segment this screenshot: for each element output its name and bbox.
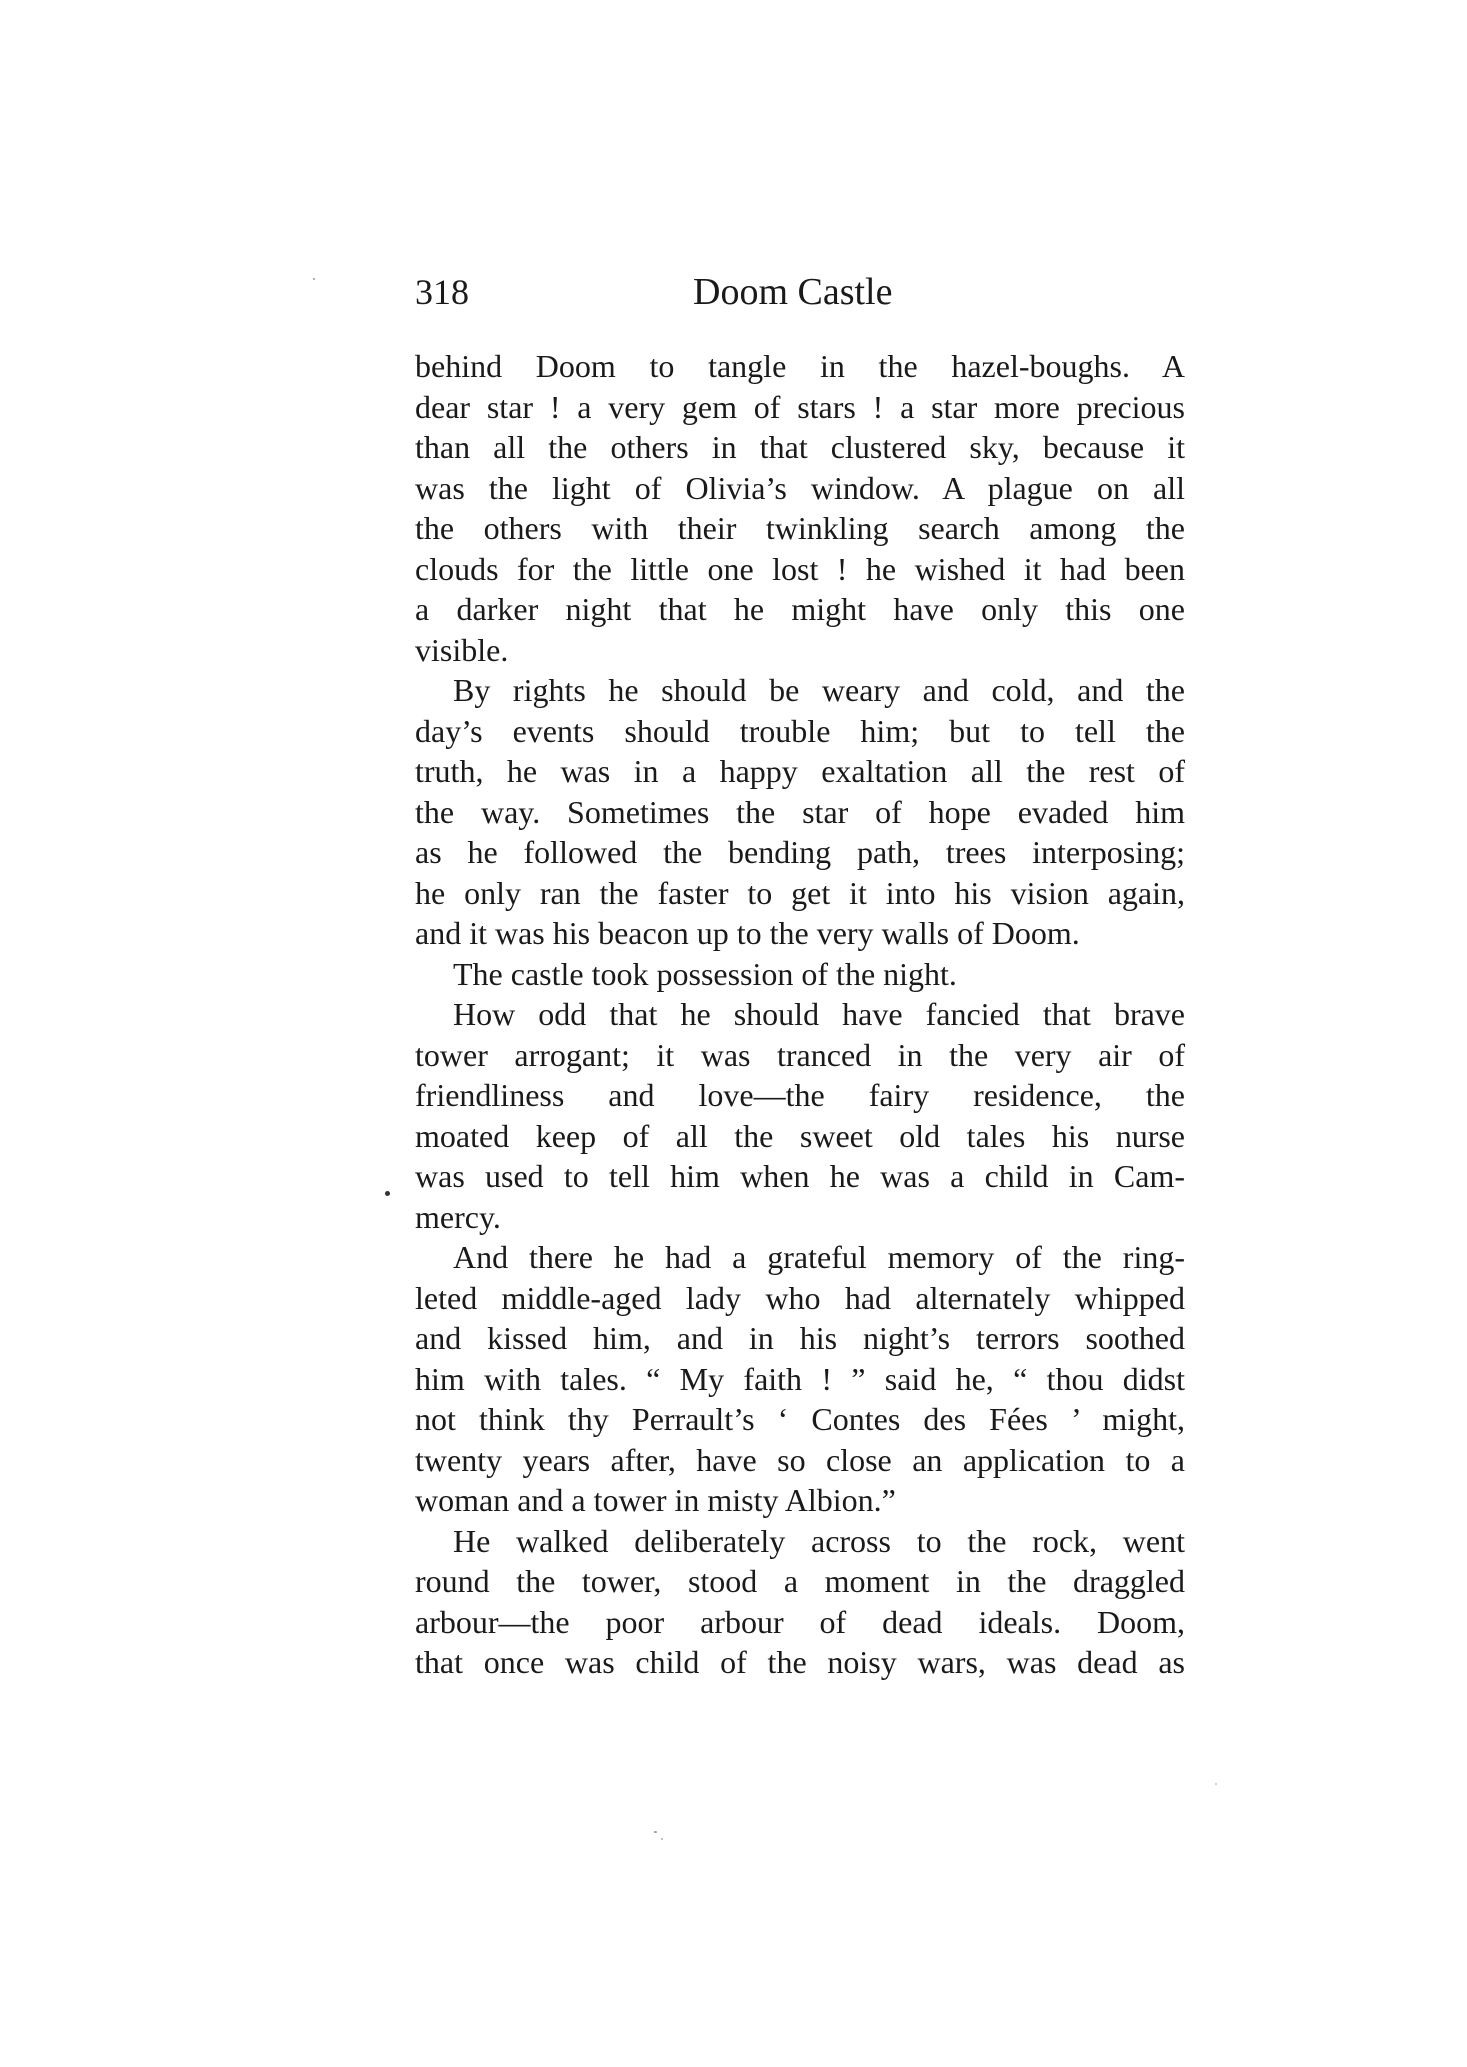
scan-speck [313,278,315,280]
text-line: tower arrogant; it was tranced in the very air of [415,1036,1185,1073]
text-line: a darker night that he might have only this one [415,591,1185,627]
text-line: twenty years after, have so close an application to a [415,1441,1185,1478]
paragraph-first-line: The castle took possession of the night. [453,955,957,992]
text-line: him with tales. “ My faith ! ” said he, “ thou didst [415,1360,1185,1397]
text-line: he only ran the faster to get it into his vision again, [415,874,1185,911]
running-head [415,262,1185,322]
text-line: and it was his beacon up to the very walls of Doom. [415,915,1080,951]
text-line: behind Doom to tangle in the hazel-boughs. A [415,348,1185,384]
scan-speck [661,1838,663,1840]
text-line: the others with their twinkling search among the [415,510,1185,546]
paragraph-first-line: How odd that he should have fancied that brave [453,996,1185,1032]
text-line: round the tower, stood a moment in the draggled [415,1563,1185,1599]
body-text [415,346,1185,1683]
text-line: not think thy Perrault’s ‘ Contes des Fées ’ might, [415,1401,1185,1437]
text-line: the way. Sometimes the star of hope evaded him [415,793,1185,830]
text-line: that once was child of the noisy wars, was dead as [415,1644,1185,1680]
scan-speck [654,1831,657,1833]
text-line: was used to tell him when he was a child in Cam- [415,1158,1185,1194]
paragraph-first-line: And there he had a grateful memory of the ring- [453,1239,1185,1275]
text-line: woman and a tower in misty Albion.” [415,1482,896,1518]
text-line: visible. [415,631,509,668]
text-line: was the light of Olivia’s window. A plague on all [415,469,1185,506]
text-line: as he followed the bending path, trees interposing; [415,834,1185,870]
text-line: day’s events should trouble him; but to tell the [415,712,1185,749]
text-line: and kissed him, and in his night’s terrors soothed [415,1320,1185,1356]
text-line: friendliness and love—the fairy residence, the [415,1077,1185,1113]
text-line: than all the others in that clustered sky, because it [415,429,1185,465]
text-line: truth, he was in a happy exaltation all the rest of [415,753,1185,789]
paragraph-first-line: He walked deliberately across to the rock, went [453,1522,1185,1559]
text-line: leted middle-aged lady who had alternately whipped [415,1279,1185,1316]
text-line: dear star ! a very gem of stars ! a star more precious [415,388,1185,425]
text-line: arbour—the poor arbour of dead ideals. Doom, [415,1603,1185,1640]
scan-speck [385,1191,390,1196]
paragraph-first-line: By rights he should be weary and cold, and the [453,672,1185,708]
text-line: mercy. [415,1198,501,1235]
scan-speck [1215,1783,1217,1785]
text-line: moated keep of all the sweet old tales his nurse [415,1117,1185,1154]
text-line: clouds for the little one lost ! he wished it had been [415,550,1185,587]
running-title: Doom Castle [693,271,893,313]
page-number: 318 [415,272,469,312]
